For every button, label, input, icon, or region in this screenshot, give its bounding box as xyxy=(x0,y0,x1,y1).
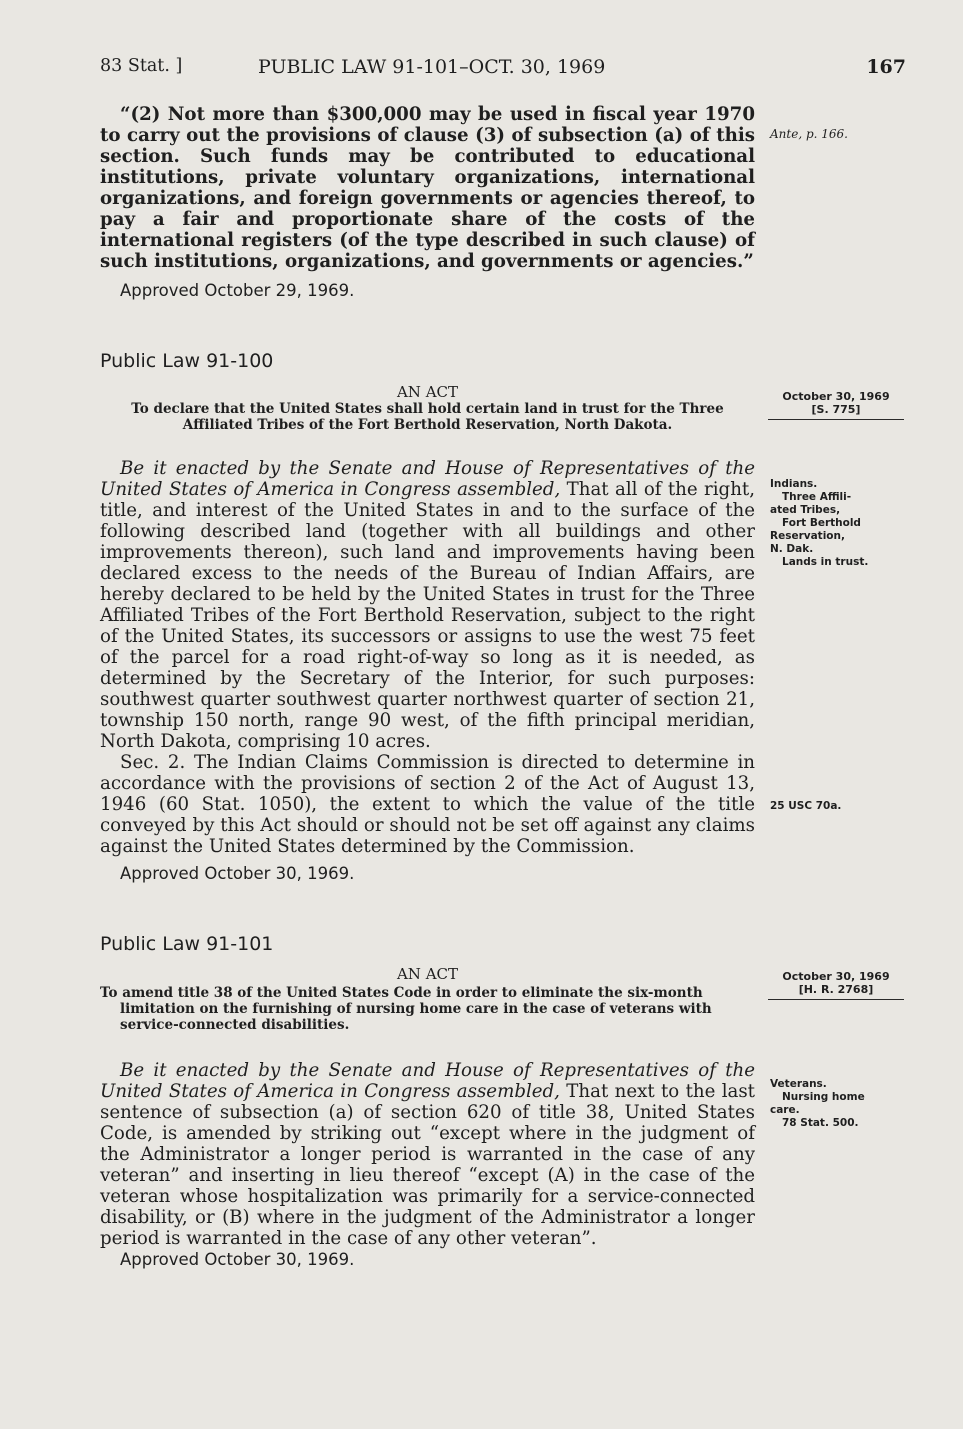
act-description xyxy=(100,401,755,433)
description-line: To amend title 38 of the United States Code in order to eliminate the six-month xyxy=(100,985,703,1001)
an-act-heading: AN ACT xyxy=(396,965,459,983)
paragraph-text: “(2) Not more than $300,000 may be used in fiscal year 1970 to carry out the provisions of clause (3) of subsection (a) of this section. Such funds may be contributed to educational institutions, private voluntary organizations, international organizations, and foreign governments or agencies thereof, to pay a fair and proportionate share of the costs of the international registers (of the type described in such clause) of such institutions, organizations, and governments or agencies.” xyxy=(100,104,755,272)
an-act-heading: AN ACT xyxy=(396,383,459,401)
margin-line: Veterans. xyxy=(770,1078,827,1090)
margin-line: care. xyxy=(770,1104,800,1116)
section-2-text: Sec. 2. The Indian Claims Commission is directed to determine in accordance with the provisions of section 2 of the Act of August 13, 1946 (60 Stat. 1050), the extent to which the value of the title conveyed by this Act should or should not be set off against any claims against the United States determined by the Commission. xyxy=(100,752,755,857)
margin-notes-veterans xyxy=(770,1078,910,1130)
paragraph-body: That next to the last sentence of subsection (a) of section 620 of title 38, United States Code, is amended by striking out “except where in the judgment of the Administrator a longer period is warranted in the case of any veteran” and inserting in lieu thereof “except (A) in the case of the veteran whose hospitalization was primarily for a service-connected disability, or (B) where in the judgment of the Administrator a longer period is warranted in the case of any other veteran”. xyxy=(100,1081,755,1249)
margin-line: Three Affili- xyxy=(782,491,852,503)
page-header xyxy=(100,56,906,82)
description-line: limitation on the furnishing of nursing home care in the case of veterans with xyxy=(120,1001,712,1017)
margin-line: Lands in trust. xyxy=(782,556,869,568)
margin-line: ated Tribes, xyxy=(770,504,841,516)
enacting-paragraph xyxy=(100,458,755,857)
bill-number: [H. R. 2768] xyxy=(798,983,874,996)
running-title: PUBLIC LAW 91-101–OCT. 30, 1969 xyxy=(258,56,606,78)
margin-note-usc: 25 USC 70a. xyxy=(770,800,842,812)
act-description xyxy=(100,985,755,1033)
approval-date: Approved October 29, 1969. xyxy=(120,281,355,300)
enactment-date-block xyxy=(768,390,904,420)
continuation-paragraph xyxy=(100,104,755,272)
page-number: 167 xyxy=(866,56,906,78)
divider xyxy=(768,419,904,420)
margin-line: Reservation, xyxy=(770,530,845,542)
margin-notes-indians xyxy=(770,478,910,569)
approval-date: Approved October 30, 1969. xyxy=(120,864,355,883)
description-line: Affiliated Tribes of the Fort Berthold Reservation, North Dakota. xyxy=(182,417,673,433)
paragraph-text xyxy=(100,1060,755,1249)
margin-line: N. Dak. xyxy=(770,543,814,555)
margin-line: Indians. xyxy=(770,478,818,490)
statute-volume: 83 Stat. ] xyxy=(100,56,183,76)
paragraph-body: That all of the right, title, and interest of the United States in and to the surface of the following described land (together with all buildings and other improvements thereon), such land and improvements having been declared excess to the needs of the Bureau of Indian Affairs, are hereby declared to be held by the United States in trust for the Three Affiliated Tribes of the Fort Berthold Reservation, subject to the right of the United States, its successors or assigns to use the west 75 feet of the parcel for a road right-of-way so long as it is needed, as determined by the Secretary of the Interior, for such purposes: southwest quarter southwest quarter northwest quarter of section 21, township 150 north, range 90 west, of the fifth principal meridian, North Dakota, comprising 10 acres. xyxy=(100,479,755,752)
enactment-date: October 30, 1969 xyxy=(782,970,890,983)
law-title: Public Law 91-100 xyxy=(100,350,274,372)
margin-line: Fort Berthold xyxy=(782,517,861,529)
enacting-paragraph xyxy=(100,1060,755,1249)
margin-note-ante: Ante, p. 166. xyxy=(770,127,848,141)
bill-number: [S. 775] xyxy=(811,403,861,416)
divider xyxy=(768,999,904,1000)
paragraph-text xyxy=(100,458,755,752)
approval-date: Approved October 30, 1969. xyxy=(120,1250,355,1269)
enacting-clause: Be it enacted by the Senate and House of Representatives of the United States of America in Congress assembled, xyxy=(100,458,755,500)
law-title: Public Law 91-101 xyxy=(100,933,274,955)
margin-line: 78 Stat. 500. xyxy=(782,1117,859,1129)
enacting-clause: Be it enacted by the Senate and House of Representatives of the United States of America in Congress assembled, xyxy=(100,1060,755,1102)
margin-line: Nursing home xyxy=(782,1091,865,1103)
description-line: To declare that the United States shall hold certain land in trust for the Three xyxy=(131,401,724,417)
enactment-date: October 30, 1969 xyxy=(782,390,890,403)
enactment-date-block xyxy=(768,970,904,1000)
description-line: service-connected disabilities. xyxy=(120,1017,350,1033)
